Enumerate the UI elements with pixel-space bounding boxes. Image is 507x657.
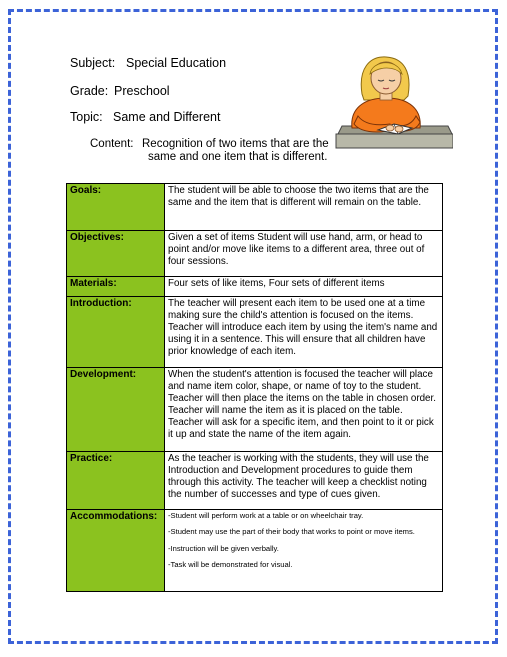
row-heading: Introduction:: [67, 297, 165, 368]
row-text: Given a set of items Student will use hand, arm, or head to point and/or move like items to a different area, three out of four sessions.: [165, 231, 443, 277]
content-block: [90, 138, 329, 164]
row-heading: Accommodations:: [67, 510, 165, 592]
list-item: -Student may use the part of their body that works to point or move items.: [168, 527, 415, 537]
table-row: [67, 231, 443, 277]
grade-line: [70, 84, 170, 98]
lesson-plan-table: [66, 183, 443, 592]
girl-reading-book-icon: [328, 54, 453, 152]
row-text: When the student's attention is focused the teacher will place and name item color, shape, or name of toy to the student. Teacher will then place the items on the table in chosen order. Teacher will name the item as it is placed on the table. Teacher will ask for a specific item, and then point to it or pick it up and state the name of the item again.: [165, 368, 443, 452]
row-text: As the teacher is working with the students, they will use the Introduction and Development procedures to guide them through this activity. The teacher will keep a checklist noting the number of successes and type of cues given.: [165, 452, 443, 510]
grade-value: Preschool: [114, 84, 170, 98]
row-text: Four sets of like items, Four sets of different items: [165, 277, 443, 297]
topic-value: Same and Different: [113, 110, 221, 124]
list-item: -Task will be demonstrated for visual.: [168, 560, 293, 570]
subject-line: [70, 56, 226, 70]
row-text: The student will be able to choose the two items that are the same and the item that is different will remain on the table.: [165, 184, 443, 231]
table-row: [67, 277, 443, 297]
row-heading: Materials:: [67, 277, 165, 297]
content-line-1: Recognition of two items that are the: [142, 138, 329, 150]
table-row: [67, 452, 443, 510]
list-item: -Student will perform work at a table or on wheelchair tray.: [168, 511, 364, 520]
row-heading: Development:: [67, 368, 165, 452]
topic-label: Topic:: [70, 110, 103, 124]
row-text: The teacher will present each item to be used one at a time making sure the child's attention is focused on the items. Teacher will introduce each item by using the item's name and using it in a sentence. This will ensure that all children have prior knowledge of each item.: [165, 297, 443, 368]
content-label: Content:: [90, 138, 134, 150]
table-row: [67, 368, 443, 452]
table-row: [67, 297, 443, 368]
subject-value: Special Education: [126, 56, 227, 70]
subject-label: Subject:: [70, 56, 116, 70]
table-row: [67, 184, 443, 231]
topic-line: [70, 110, 220, 124]
row-heading: Objectives:: [67, 231, 165, 277]
accommodations-list: [165, 510, 443, 592]
row-heading: Practice:: [67, 452, 165, 510]
row-heading: Goals:: [67, 184, 165, 231]
content-line-2: same and one item that is different.: [148, 151, 328, 163]
table-row: [67, 510, 443, 592]
list-item: -Instruction will be given verbally.: [168, 543, 279, 553]
grade-label: Grade:: [70, 84, 109, 98]
